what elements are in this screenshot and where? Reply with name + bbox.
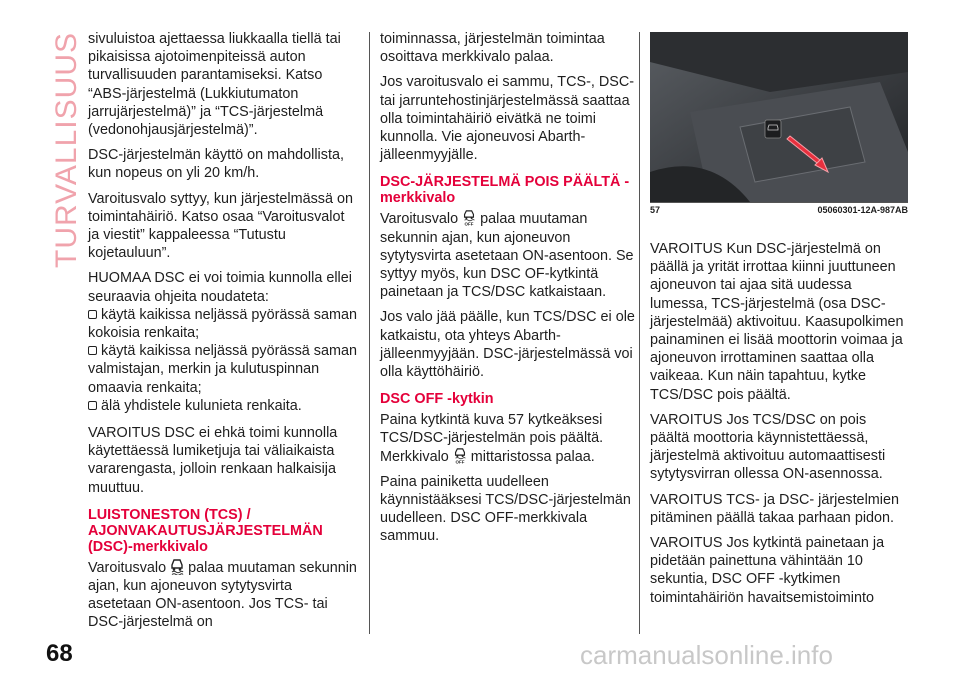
column-divider xyxy=(639,32,640,634)
section-heading: LUISTONESTON (TCS) / AJONVAKAUTUSJÄRJESTELMÄN (DSC)-merkkivalo xyxy=(88,506,323,555)
section-heading: DSC OFF -kytkin xyxy=(380,391,494,408)
dsc-off-warning-icon xyxy=(462,210,476,226)
bullet-item: käytä kaikissa neljässä pyörässä saman valmistajan, merkin ja kulutuspinnan omaavia renkaita; xyxy=(88,343,357,396)
traction-control-warning-icon xyxy=(170,559,184,575)
watermark: carmanualsonline.info xyxy=(580,640,833,670)
dsc-off-warning-icon xyxy=(453,448,467,464)
page-number: 68 xyxy=(46,640,73,667)
text-column-3 xyxy=(650,240,908,614)
figure-dsc-off-switch-photo xyxy=(650,32,908,202)
paragraph: Jos varoitusvalo ei sammu, TCS-, DSC- tai jarruntehostinjärjestelmässä saattaa olla toimintahäiriö eivätkä ne toimi kunnolla. Vie ajoneuvosi Abarth-jälleenmyyjälle. xyxy=(380,74,635,164)
column-divider xyxy=(369,32,370,634)
note-text: HUOMAA DSC ei voi toimia kunnolla ellei seuraavia ohjeita noudateta: xyxy=(88,270,352,305)
paragraph: Varoitusvalo palaa muutaman sekunnin ajan, kun ajoneuvon sytytysvirta asetetaan ON-asentoon. Jos TCS- tai DSC-järjestelmä on xyxy=(88,559,357,631)
icon-off-label: OFF xyxy=(464,221,474,227)
section-heading: DSC-JÄRJESTELMÄ POIS PÄÄLTÄ -merkkivalo xyxy=(380,174,630,207)
paragraph: Paina kytkintä kuva 57 kytkeäksesi TCS/DSC-järjestelmän pois päältä. Merkkivalo OFF mittaristossa palaa. xyxy=(380,412,604,465)
warning-paragraph: VAROITUS Jos kytkintä painetaan ja pidetään painettuna vähintään 10 sekuntia, DSC OFF -kytkimen toimintahäiriön havaitsemistoiminto xyxy=(650,535,885,606)
warning-paragraph: VAROITUS TCS- ja DSC- järjestelmien pitäminen päällä takaa parhaan pidon. xyxy=(650,491,899,526)
warning-paragraph: VAROITUS Kun DSC-järjestelmä on päällä ja yrität irrottaa kiinni juuttuneen ajoneuvon tai ajaa sitä uudessa lumessa, TCS-järjestelmä (osa DSC-järjestelmää) aktivoituu. Kaasupolkimen painaminen ei lisää moottorin voimaa ja ajoneuvon irrottaminen saattaa olla vaikeaa. Kun näin tapahtuu, kytke TCS/DSC pois päältä. xyxy=(650,241,904,403)
section-side-label: TURVALLISUUS xyxy=(50,32,83,268)
figure-number: 57 xyxy=(650,205,661,215)
icon-off-label: OFF xyxy=(455,459,465,464)
warning-paragraph: VAROITUS DSC ei ehkä toimi kunnolla käytettäessä lumiketjuja tai väliaikaista vararengasta, jolloin renkaan halkaisija muuttuu. xyxy=(88,425,338,496)
note-paragraph xyxy=(88,269,358,305)
figure-code: 05060301-12A-987AB xyxy=(817,205,908,215)
bullet-item: älä yhdistele kulunieta renkaita. xyxy=(88,397,358,415)
warning-paragraph: VAROITUS Jos TCS/DSC on pois päältä moottoria käynnistettäessä, järjestelmä aktivoituu automaattisesti sytytysvirran ollessa ON-asennossa. xyxy=(650,411,886,483)
paragraph: Paina painiketta uudelleen käynnistääksesi TCS/DSC-järjestelmän uudelleen. DSC OFF-merkkivala sammuu. xyxy=(380,473,631,545)
paragraph: Varoitusvalo syttyy, kun järjestelmässä on toimintahäiriö. Katso osaa “Varoitusvalot ja viestit” kappaleessa “Tutustu kojetauluun”. xyxy=(88,190,354,262)
paragraph: Jos valo jää päälle, kun TCS/DSC ei ole katkaistu, ota yhteys Abarth-jälleenmyyjään. DSC-järjestelmässä voi olla käyttöhäiriö. xyxy=(380,309,635,381)
bullet-item: käytä kaikissa neljässä pyörässä saman kokoisia renkaita; xyxy=(88,306,357,342)
text-column-1 xyxy=(88,30,358,639)
figure-caption xyxy=(650,202,908,219)
dashboard-illustration xyxy=(650,32,908,202)
paragraph: DSC-järjestelmän käyttö on mahdollista, kun nopeus on yli 20 km/h. xyxy=(88,147,344,182)
paragraph: sivuluistoa ajettaessa liukkaalla tiellä tai pikaisissa ajotoimenpiteissä auton turvallisuuden parantamiseksi. Katso “ABS-järjestelmä (Lukkiutumaton jarrujärjestelmä)” ja “TCS-järjestelmä (vedonohjausjärjestelmä)”. xyxy=(88,31,341,139)
paragraph: toiminnassa, järjestelmän toimintaa osoittava merkkivalo palaa. xyxy=(380,31,605,66)
paragraph: Varoitusvalo OFF palaa muutaman sekunnin ajan, kun ajoneuvon sytytysvirta asetetaan ON-asentoon. Se syttyy myös, kun DSC OF-kytkintä painetaan ja TCS/DSC katkaistaan. xyxy=(380,211,634,301)
text-column-2 xyxy=(380,30,635,553)
